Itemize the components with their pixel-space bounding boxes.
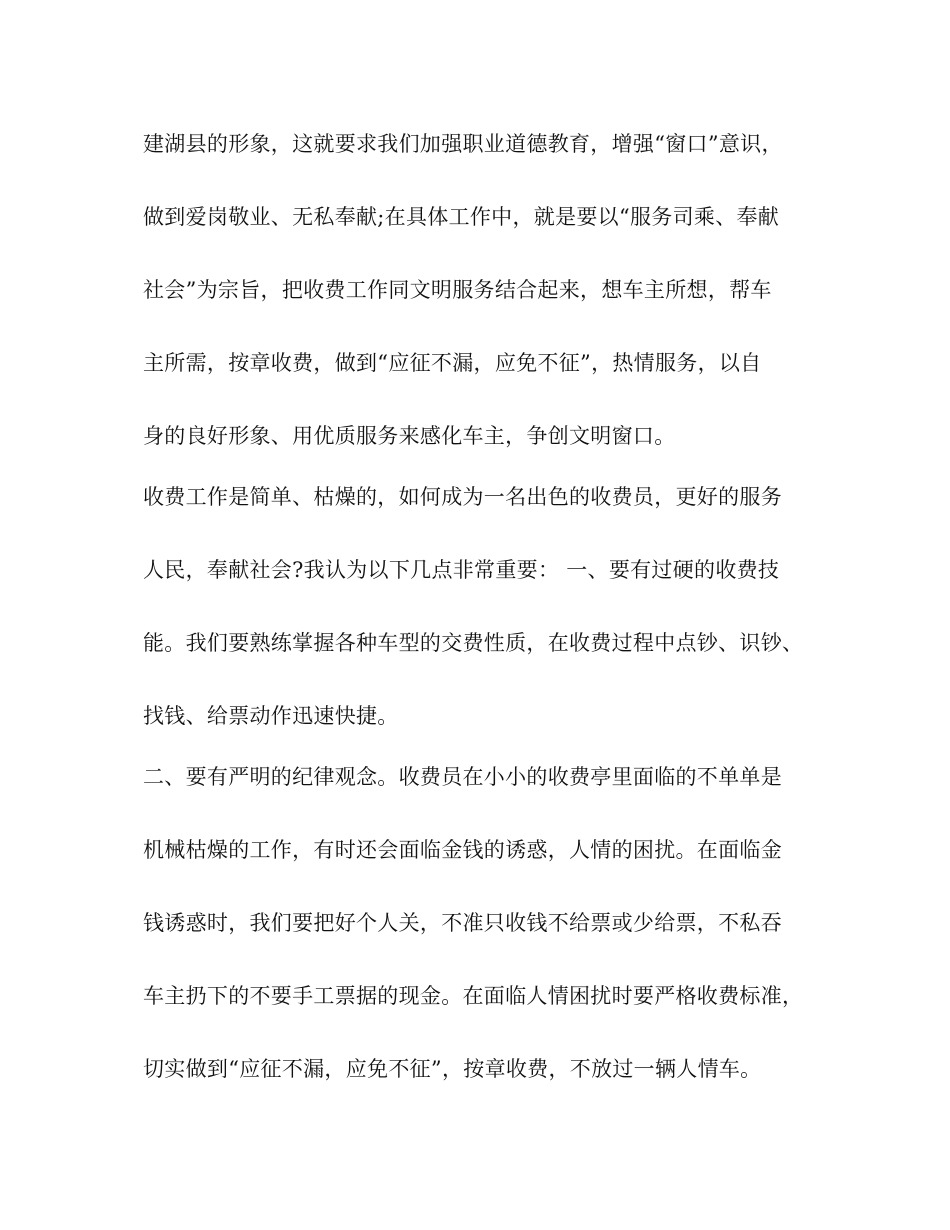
text-line: 建湖县的形象，这就要求我们加强职业道德教育，增强“窗口”意识， — [143, 132, 783, 156]
text-line: 收费工作是简单、枯燥的，如何成为一名出色的收费员，更好的服务 — [143, 485, 782, 509]
text-line: 机械枯燥的工作，有时还会面临金钱的诱惑，人情的困扰。在面临金 — [143, 838, 782, 862]
text-line: 车主扔下的不要手工票据的现金。在面临人情困扰时要严格收费标准， — [143, 984, 804, 1008]
text-line: 做到爱岗敬业、无私奉献;在具体工作中，就是要以“服务司乘、奉献 — [143, 205, 780, 229]
text-line: 主所需，按章收费，做到“应征不漏，应免不征”，热情服务，以自 — [143, 351, 762, 375]
text-line: 找钱、给票动作迅速快捷。 — [143, 704, 399, 728]
text-line: 二、要有严明的纪律观念。收费员在小小的收费亭里面临的不单单是 — [143, 765, 782, 789]
text-line: 能。我们要熟练掌握各种车型的交费性质，在收费过程中点钞、识钞、 — [143, 631, 804, 655]
text-line: 社会”为宗旨，把收费工作同文明服务结合起来，想车主所想，帮车 — [143, 278, 772, 302]
text-line: 切实做到“应征不漏，应免不征”，按章收费，不放过一辆人情车。 — [143, 1057, 762, 1081]
text-line: 人民，奉献社会?我认为以下几点非常重要： 一、要有过硬的收费技 — [143, 558, 780, 582]
text-line: 身的良好形象、用优质服务来感化车主，争创文明窗口。 — [143, 424, 676, 448]
text-line: 钱诱惑时，我们要把好个人关，不准只收钱不给票或少给票，不私吞 — [143, 911, 782, 935]
